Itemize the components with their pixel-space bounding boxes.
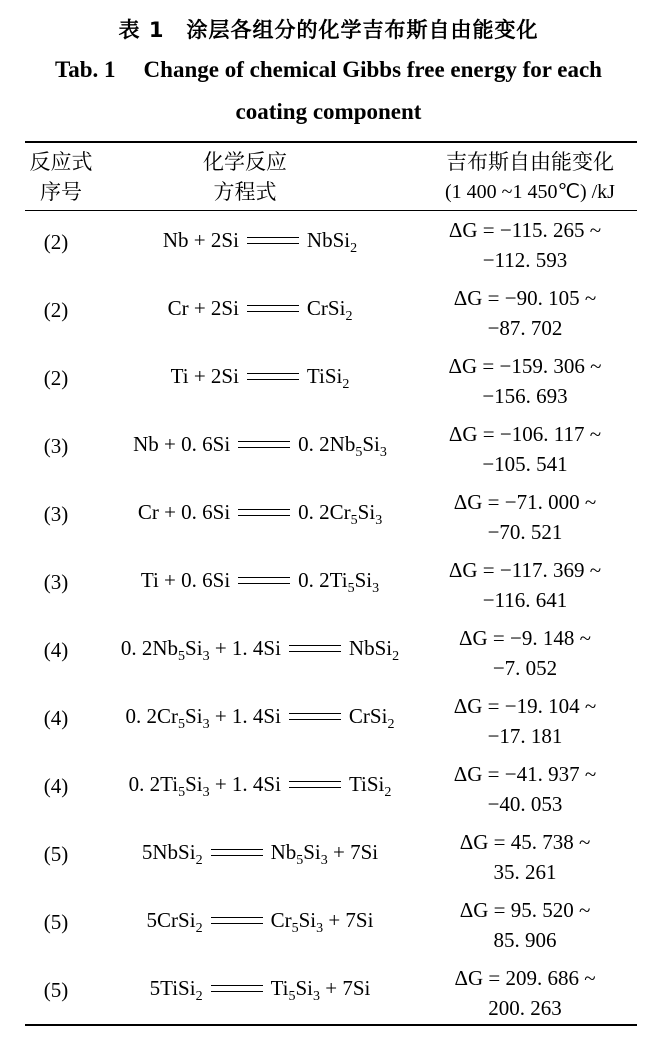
chemical-equation [90,296,430,325]
gibbs-energy-line2: −70. 521 [487,520,563,544]
gibbs-energy-line2: −105. 541 [482,452,568,476]
formula-subscript: 3 [320,853,328,869]
gibbs-energy-line1: ΔG = −117. 369 ~ [448,558,602,582]
table-caption-cn [0,14,657,44]
equals-sign [211,849,263,856]
gibbs-energy-line2: −156. 693 [482,384,568,408]
formula-subscript: 5 [178,649,186,665]
formula-subscript: 3 [375,513,383,529]
formula-text: 0. 2Nb [120,636,179,660]
formula-text: + 7Si [323,908,374,932]
formula-text: Cr [270,908,292,932]
formula-text: Si [298,908,317,932]
equals-sign [289,781,341,788]
formula-subscript: 3 [316,921,324,937]
equals-sign [247,237,299,244]
table-row [0,414,657,482]
formula-subscript: 3 [313,989,321,1005]
formula-subscript: 3 [202,717,210,733]
reaction-number: (2) [43,298,69,322]
reaction-number: (3) [43,502,69,526]
formula-subscript: 2 [392,649,400,665]
formula-text: Si [185,772,203,796]
chemical-equation [90,364,430,393]
reaction-number: (5) [43,910,69,934]
formula-subscript: 2 [195,853,203,869]
reaction-number: (3) [43,434,69,458]
formula-subscript: 5 [178,785,186,801]
formula-text: Cr + 2Si [167,296,239,320]
equals-sign [289,713,341,720]
formula-subscript: 3 [379,445,387,461]
formula-text: Nb + 2Si [162,228,239,252]
reaction-number: (4) [43,774,69,798]
formula-subscript: 2 [387,717,395,733]
formula-subscript: 2 [345,309,353,325]
formula-subscript: 3 [372,581,380,597]
equals-sign [211,985,263,992]
gibbs-energy-value [405,623,645,683]
chemical-equation [90,432,430,461]
formula-subscript: 5 [350,513,358,529]
formula-subscript: 5 [347,581,355,597]
formula-text: Ti + 0. 6Si [140,568,231,592]
formula-text: + 1. 4Si [209,772,281,796]
table-number-cn: 表 1 [118,18,165,42]
gibbs-energy-line2: 200. 263 [488,996,562,1020]
formula-subscript: 5 [288,989,296,1005]
formula-subscript: 3 [202,785,210,801]
equals-sign [247,305,299,312]
table-row [0,482,657,550]
equals-sign [247,373,299,380]
formula-text: 5CrSi [146,908,196,932]
formula-text: + 1. 4Si [209,704,281,728]
gibbs-energy-line1: ΔG = −19. 104 ~ [453,694,597,718]
formula-text: 0. 2Ti [298,568,348,592]
chemical-equation [90,908,430,937]
formula-text: Si [354,568,373,592]
gibbs-energy-line1: ΔG = −106. 117 ~ [448,422,602,446]
formula-text: Si [357,500,376,524]
formula-text: + 1. 4Si [209,636,281,660]
formula-subscript: 5 [178,717,186,733]
reaction-number: (4) [43,638,69,662]
gibbs-energy-line2: −112. 593 [482,248,568,272]
formula-subscript: 2 [384,785,392,801]
gibbs-energy-line2: 35. 261 [493,860,557,884]
reaction-number: (3) [43,570,69,594]
gibbs-energy-line2: −17. 181 [487,724,563,748]
reaction-number: (5) [43,978,69,1002]
formula-text: TiSi [348,772,385,796]
header-col3-line1: 吉布斯自由能变化 [446,150,614,174]
header-col3-line2: (1 400 ~1 450℃) /kJ [445,181,615,203]
table-number-en: Tab. 1 [55,57,116,82]
formula-subscript: 2 [195,989,203,1005]
chemical-equation [90,636,430,665]
equals-sign [238,441,290,448]
header-col2-line1: 化学反应 [203,150,287,174]
gibbs-energy-line1: ΔG = 95. 520 ~ [459,898,591,922]
formula-text: Nb + 0. 6Si [133,432,231,456]
formula-text: Si [303,840,321,864]
table-row [0,550,657,618]
gibbs-energy-line2: −7. 052 [492,656,558,680]
formula-subscript: 2 [342,377,350,393]
gibbs-energy-line2: −116. 641 [482,588,568,612]
gibbs-energy-value [405,827,645,887]
formula-text: NbSi [306,228,351,252]
formula-text: 0. 2Cr [125,704,179,728]
table-body [0,210,657,1026]
table-row [0,618,657,686]
formula-subscript: 5 [291,921,299,937]
gibbs-energy-value [405,419,645,479]
chemical-equation [90,976,430,1005]
formula-text: Ti [270,976,289,1000]
formula-text: CrSi [348,704,388,728]
table-title-en-line2: coating component [235,99,422,124]
chemical-equation [90,704,430,733]
table-caption-en [0,57,657,83]
table-row [0,686,657,754]
gibbs-energy-value [405,555,645,615]
table-row [0,754,657,822]
formula-subscript: 2 [350,241,358,257]
formula-text: 0. 2Cr [298,500,351,524]
formula-text: 5NbSi [141,840,196,864]
formula-text: + 7Si [320,976,371,1000]
reaction-number: (2) [43,230,69,254]
gibbs-energy-line1: ΔG = −41. 937 ~ [453,762,597,786]
header-reaction-number [20,147,102,207]
gibbs-energy-line1: ΔG = −9. 148 ~ [459,626,591,650]
table-bottom-rule [25,1024,637,1026]
table-row [0,958,657,1026]
table-row [0,822,657,890]
gibbs-energy-line2: 85. 906 [493,928,557,952]
formula-text: CrSi [306,296,346,320]
formula-text: Si [295,976,314,1000]
gibbs-energy-line1: ΔG = −71. 000 ~ [453,490,597,514]
formula-text: + 7Si [327,840,379,864]
table-title-cn: 涂层各组分的化学吉布斯自由能变化 [186,18,539,42]
reaction-number: (2) [43,366,69,390]
chemical-equation [90,500,430,529]
formula-subscript: 3 [202,649,210,665]
gibbs-energy-line1: ΔG = 209. 686 ~ [454,966,596,990]
gibbs-energy-line2: −87. 702 [487,316,563,340]
formula-text: Si [362,432,380,456]
header-col1-line1: 反应式 [29,150,93,174]
gibbs-energy-value [405,487,645,547]
table-row [0,278,657,346]
formula-subscript: 5 [296,853,304,869]
formula-subscript: 5 [355,445,363,461]
header-chemical-equation [130,147,360,207]
formula-text: Ti + 2Si [170,364,239,388]
table-top-rule [25,141,637,143]
table-row [0,210,657,278]
gibbs-energy-value [405,895,645,955]
header-col1-line2: 序号 [40,180,82,204]
chemical-equation [90,772,430,801]
formula-subscript: 2 [195,921,203,937]
formula-text: Cr + 0. 6Si [137,500,231,524]
table-title-en-line1: Change of chemical Gibbs free energy for each [143,57,602,82]
formula-text: 0. 2Ti [128,772,179,796]
formula-text: Si [185,704,203,728]
formula-text: Nb [270,840,297,864]
gibbs-energy-value [405,691,645,751]
formula-text: 0. 2Nb [298,432,356,456]
chemical-equation [90,840,430,869]
gibbs-energy-line1: ΔG = −115. 265 ~ [448,218,602,242]
reaction-number: (5) [43,842,69,866]
chemical-equation [90,568,430,597]
equals-sign [211,917,263,924]
formula-text: 5TiSi [149,976,196,1000]
formula-text: Si [185,636,203,660]
reaction-number: (4) [43,706,69,730]
gibbs-energy-value [405,351,645,411]
equals-sign [289,645,341,652]
formula-text: TiSi [306,364,343,388]
chemical-equation [90,228,430,257]
gibbs-energy-line2: −40. 053 [487,792,563,816]
header-col2-line2: 方程式 [213,180,277,204]
gibbs-energy-value [405,759,645,819]
table-row [0,346,657,414]
gibbs-energy-value [405,215,645,275]
formula-text: NbSi [348,636,393,660]
gibbs-energy-line1: ΔG = −159. 306 ~ [448,354,602,378]
table-row [0,890,657,958]
equals-sign [238,509,290,516]
gibbs-energy-value [405,283,645,343]
equals-sign [238,577,290,584]
header-gibbs-energy [415,147,645,207]
gibbs-energy-value [405,963,645,1023]
gibbs-energy-line1: ΔG = 45. 738 ~ [459,830,591,854]
gibbs-energy-line1: ΔG = −90. 105 ~ [453,286,597,310]
